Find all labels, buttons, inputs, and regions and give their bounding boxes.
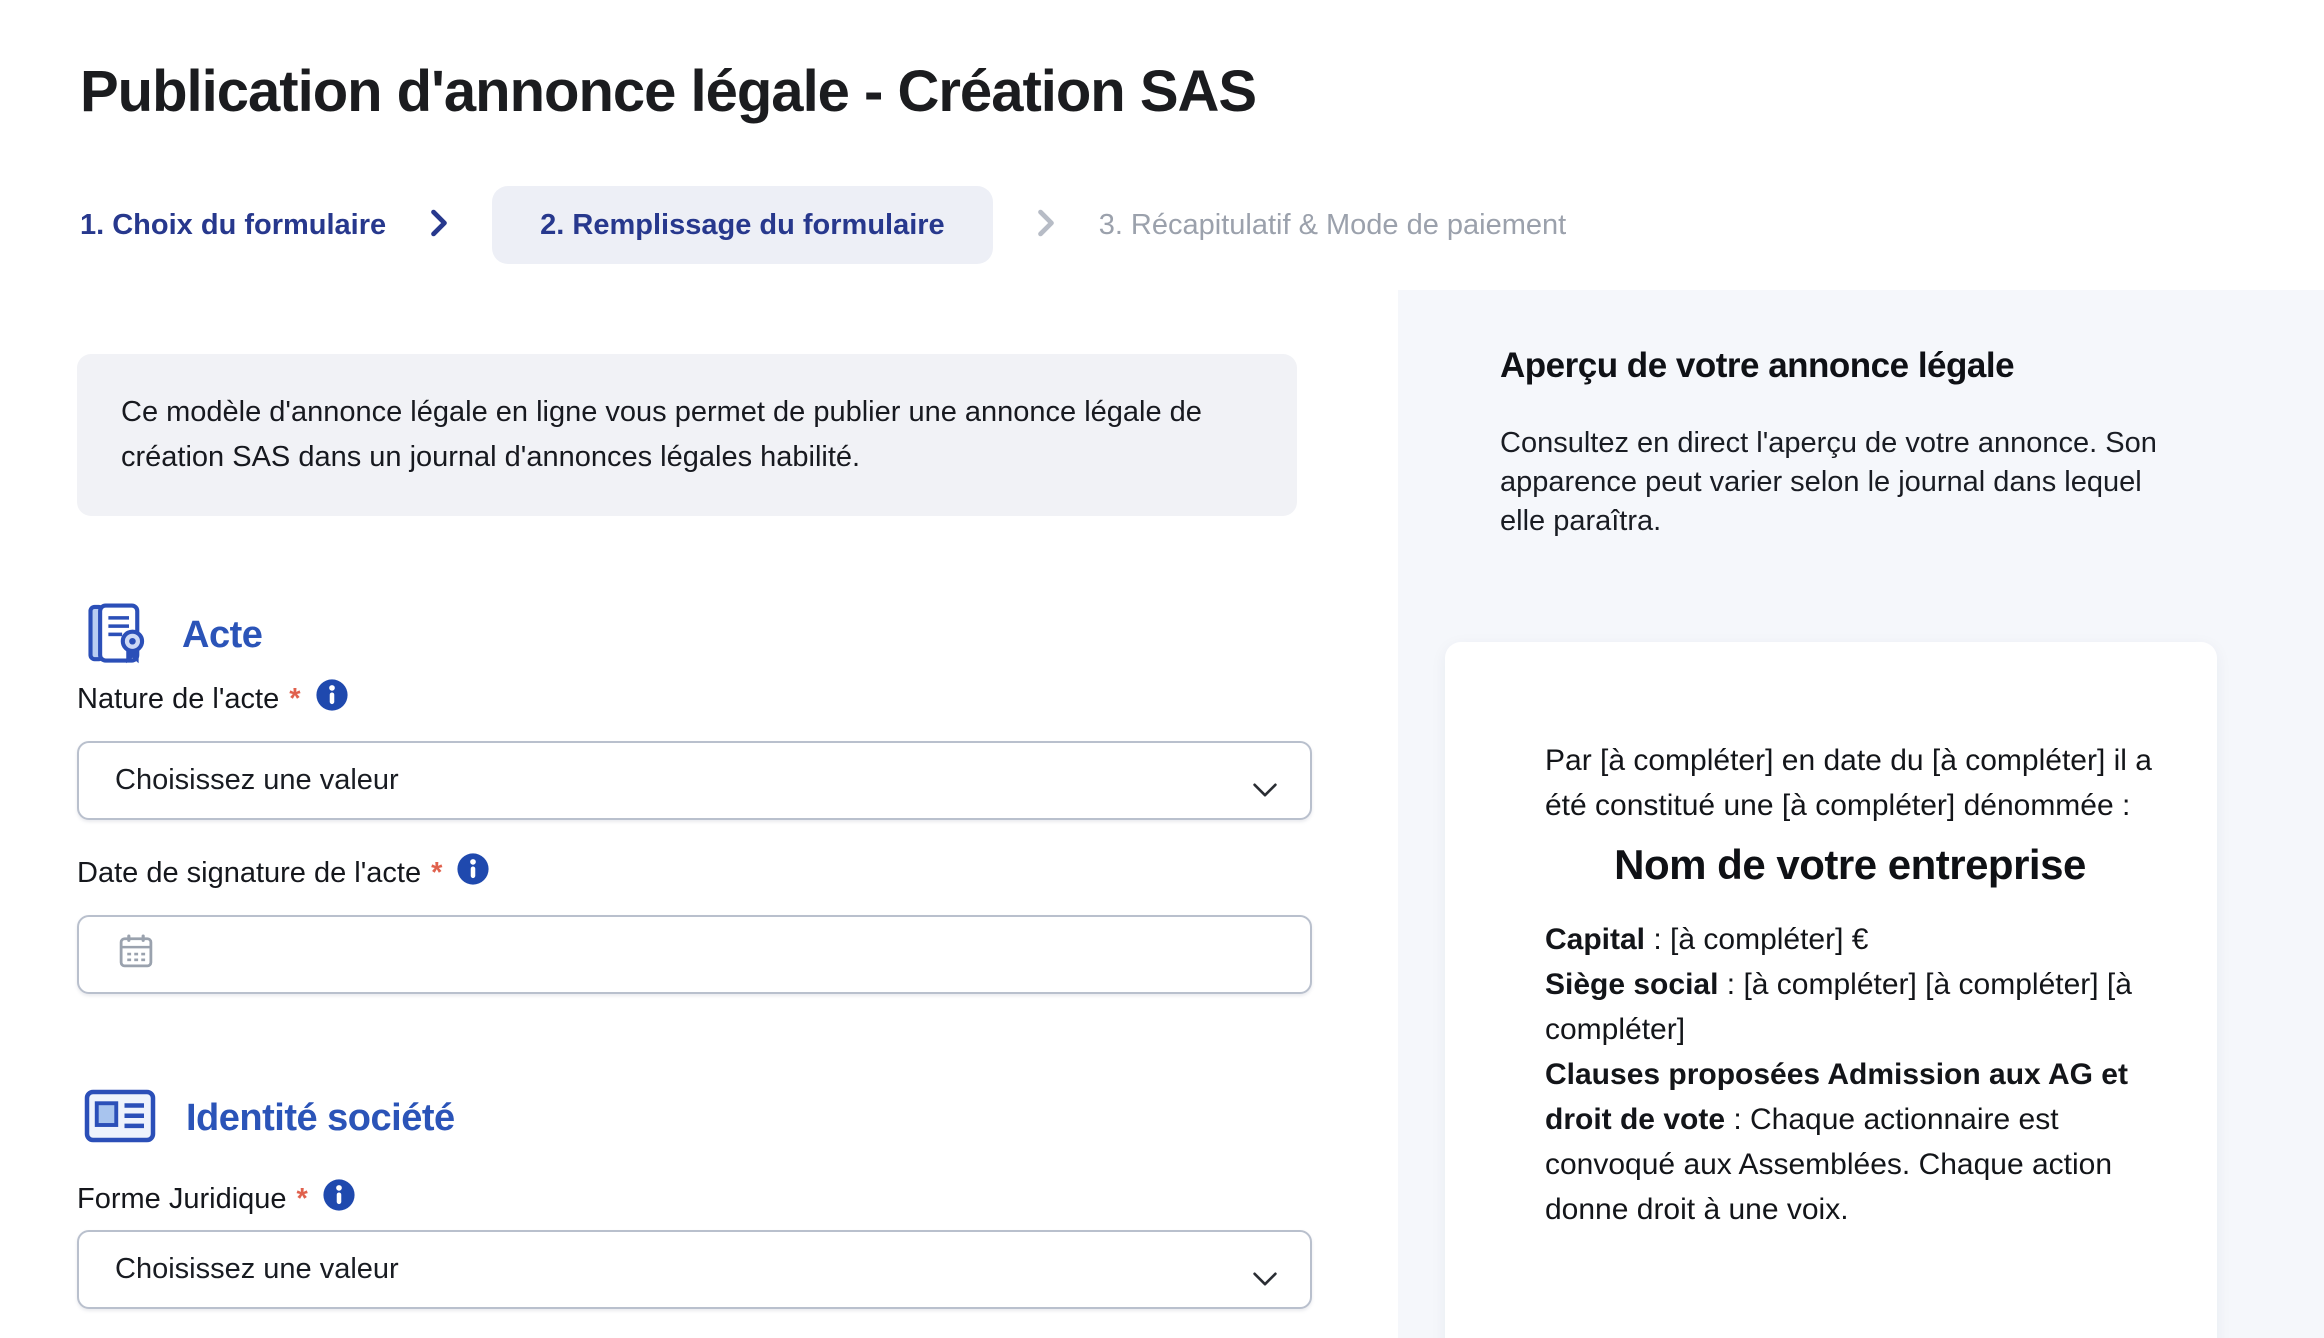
forme-field-label: Forme Juridique * [77, 1178, 356, 1220]
clauses-value: : Chaque actionnaire est convoqué aux Assemblées. Chaque action donne droit à une voix. [1545, 1103, 2113, 1226]
nature-info-icon[interactable] [315, 678, 349, 720]
required-asterisk: * [431, 856, 443, 889]
preview-description: Consultez en direct l'aperçu de votre annonce. Son apparence peut varier selon le journal dans lequel elle paraîtra. [1500, 427, 2157, 537]
page-title: Publication d'annonce légale - Création SAS [80, 59, 1257, 124]
page-header [0, 0, 2324, 290]
date-info-icon[interactable] [456, 852, 490, 894]
date-input[interactable] [77, 915, 1312, 994]
preview-panel [1398, 290, 2324, 1338]
preview-intro: Par [à compléter] en date du [à compléter] il a été constitué une [à compléter] dénommée : [1545, 744, 2152, 822]
acte-section-title: Acte [182, 614, 263, 656]
document-seal-icon [84, 600, 152, 671]
nature-select[interactable] [77, 741, 1312, 820]
form-column [0, 290, 1398, 1338]
step-chevron-2-icon [1035, 208, 1057, 243]
preview-company-name: Nom de votre entreprise [1614, 841, 2086, 888]
date-field-label: Date de signature de l'acte * [77, 852, 490, 894]
acte-section-header [84, 600, 262, 671]
step-2-remplissage-formulaire[interactable]: 2. Remplissage du formulaire [492, 186, 993, 264]
preview-card [1445, 642, 2217, 1338]
chevron-down-icon [1252, 1262, 1278, 1295]
forme-select[interactable] [77, 1230, 1312, 1309]
forme-info-icon[interactable] [322, 1178, 356, 1220]
nature-field-label: Nature de l'acte * [77, 678, 349, 720]
nature-select-value: Choisissez une valeur [115, 764, 399, 796]
id-card-icon [84, 1088, 156, 1149]
forme-select-value: Choisissez une valeur [115, 1253, 399, 1285]
step-1-choix-formulaire[interactable]: 1. Choix du formulaire [80, 208, 387, 241]
required-asterisk: * [289, 682, 301, 715]
identite-section-title: Identité société [186, 1097, 455, 1139]
calendar-icon [115, 930, 157, 980]
chevron-down-icon [1252, 773, 1278, 806]
intro-note: Ce modèle d'annonce légale en ligne vous permet de publier une annonce légale de création SAS dans un journal d'annonces légales habilité. [77, 354, 1297, 516]
step-chevron-1-icon [428, 208, 450, 243]
steps-nav [80, 186, 1566, 264]
required-asterisk: * [296, 1182, 308, 1215]
identite-section-header [84, 1088, 455, 1149]
preview-title: Aperçu de votre annonce légale [1500, 346, 2015, 385]
capital-label: Capital [1545, 923, 1646, 956]
preview-details [1545, 917, 2155, 1232]
siege-social-value: : [à compléter] [à compléter] [à compléter] [1545, 968, 2132, 1046]
clauses-label: Clauses proposées Admission aux AG et droit de vote [1545, 1058, 2128, 1136]
siege-social-label: Siège social [1545, 968, 1719, 1001]
step-3-recapitulatif-paiement: 3. Récapitulatif & Mode de paiement [1098, 208, 1567, 241]
capital-value: : [à compléter] € [1645, 923, 1869, 956]
